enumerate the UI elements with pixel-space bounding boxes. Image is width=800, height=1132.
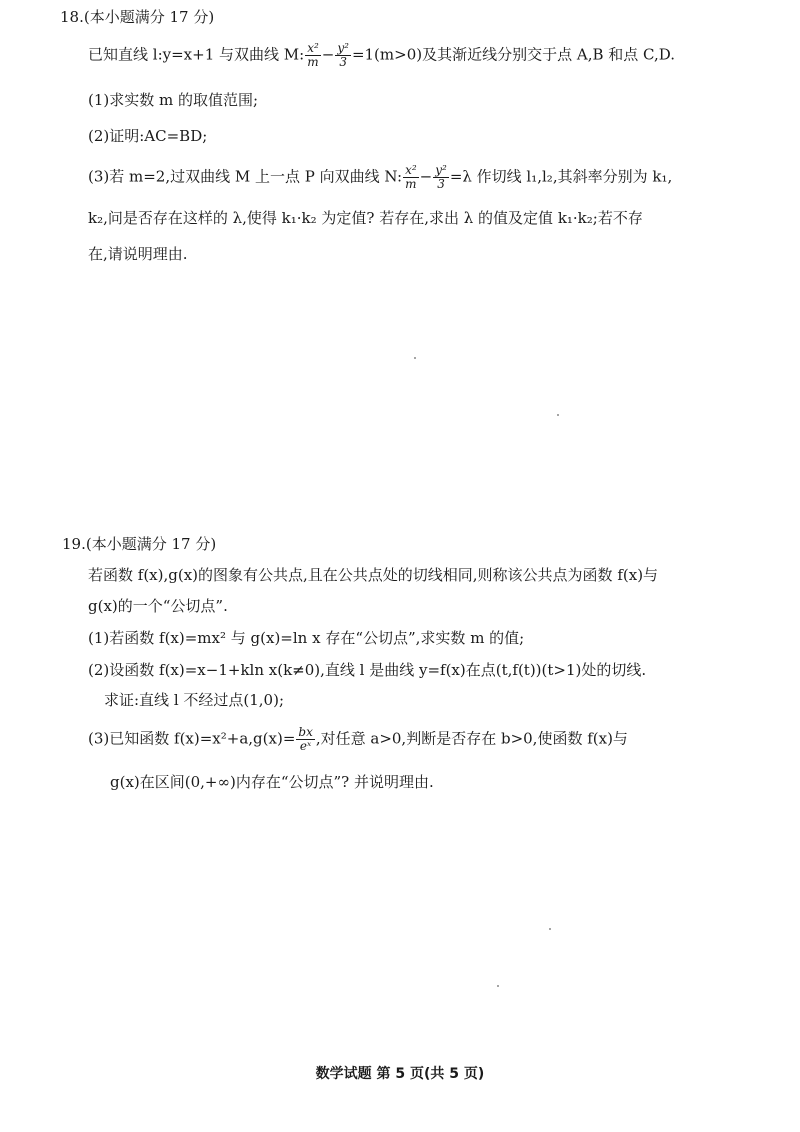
q18-part3-pre: (3)若 m=2,过双曲线 M 上一点 P 向双曲线 N: — [88, 167, 403, 186]
scan-speck — [414, 357, 416, 359]
q18-header: 18.(本小题满分 17 分) — [60, 8, 215, 26]
q18-n-x-num: x² — [405, 163, 417, 177]
q18-m-frac-den: m — [307, 55, 319, 69]
q18-part3 — [88, 164, 672, 191]
q18-part3-line3: 在,请说明理由. — [88, 245, 188, 263]
q19-part1: (1)若函数 f(x)=mx² 与 g(x)=ln x 存在“公切点”,求实数 m 的值; — [88, 629, 525, 647]
q19-g-frac-num: bx — [298, 725, 313, 739]
q19-header: 19.(本小题满分 17 分) — [62, 535, 217, 553]
q18-n-y-num: y² — [435, 163, 447, 177]
q18-minus: − — [321, 45, 335, 64]
q18-y-fraction — [335, 42, 351, 69]
q18-y-frac-num: y² — [337, 41, 349, 55]
q19-part2-line1: (2)设函数 f(x)=x−1+kln x(k≠0),直线 l 是曲线 y=f(x)在点(t,f(t))(t>1)处的切线. — [88, 661, 647, 679]
q18-n-minus: − — [419, 167, 433, 186]
q19-part3-post: ,对任意 a>0,判断是否存在 b>0,使函数 f(x)与 — [315, 729, 628, 748]
q18-n-x-fraction — [403, 164, 419, 191]
q18-n-y-den: 3 — [437, 177, 445, 191]
q18-m-frac-num: x² — [307, 41, 319, 55]
q18-y-frac-den: 3 — [339, 55, 347, 69]
q18-n-x-den: m — [405, 177, 417, 191]
q19-g-fraction — [296, 726, 314, 753]
q18-part2: (2)证明:AC=BD; — [88, 127, 208, 145]
q18-part1: (1)求实数 m 的取值范围; — [88, 91, 259, 109]
q18-n-y-fraction — [433, 164, 449, 191]
q19-part3-pre: (3)已知函数 f(x)=x²+a,g(x)= — [88, 729, 296, 748]
page-footer: 数学试题 第 5 页(共 5 页) — [315, 1066, 485, 1082]
q18-part3-post: =λ 作切线 l₁,l₂,其斜率分别为 k₁, — [449, 167, 673, 186]
q19-part3-line2: g(x)在区间(0,+∞)内存在“公切点”? 并说明理由. — [110, 773, 434, 791]
scan-speck — [497, 985, 499, 987]
q19-part3 — [88, 726, 628, 753]
q18-m-fraction — [305, 42, 321, 69]
scan-speck — [549, 928, 551, 930]
q19-intro-line1: 若函数 f(x),g(x)的图象有公共点,且在公共点处的切线相同,则称该公共点为函数 f(x)与 — [88, 566, 659, 584]
q19-g-frac-den: eˣ — [299, 739, 312, 753]
q19-intro-line2: g(x)的一个“公切点”. — [88, 597, 228, 615]
q18-stem — [88, 42, 675, 69]
q19-part2-line2: 求证:直线 l 不经过点(1,0); — [104, 691, 285, 709]
q18-part3-line2: k₂,问是否存在这样的 λ,使得 k₁·k₂ 为定值? 若存在,求出 λ 的值及定值 k₁·k₂;若不存 — [88, 209, 643, 227]
q18-stem-post: =1(m>0)及其渐近线分别交于点 A,B 和点 C,D. — [351, 45, 675, 64]
scan-speck — [557, 414, 559, 416]
q18-stem-pre: 已知直线 l:y=x+1 与双曲线 M: — [88, 45, 305, 64]
